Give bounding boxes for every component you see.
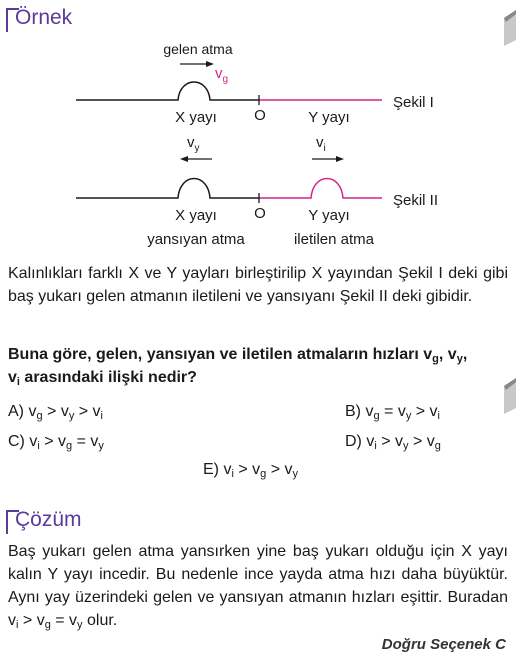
figure-1 bbox=[76, 41, 434, 126]
junction-label-1: O bbox=[254, 107, 266, 124]
figure-2 bbox=[76, 134, 438, 248]
option-c[interactable]: C) $v_i > v_g = v_y$ bbox=[8, 433, 104, 452]
spring-x-label-2: X yayı bbox=[175, 207, 217, 224]
option-e[interactable]: E) $v_i > v_g > v_y$ bbox=[203, 461, 298, 480]
spring-x-1 bbox=[76, 82, 259, 100]
spring-y-2 bbox=[259, 179, 382, 199]
vi-label: $v_i$ bbox=[316, 134, 326, 154]
corner-mark bbox=[6, 510, 19, 534]
vg-label-1: $v_g$ bbox=[215, 65, 229, 85]
problem-text: Kalınlıkları farklı X ve Y yayları birleştirilip X yayından Şekil I deki gibi baş yukarı gelen atmanın iletileni ve yansıyanı Şekil II deki gibidir. bbox=[8, 265, 508, 305]
spring-y-label-2: Y yayı bbox=[308, 207, 350, 224]
correct-answer: Doğru Seçenek C bbox=[381, 636, 506, 653]
option-b[interactable]: B) $v_g = v_y > v_i$ bbox=[345, 403, 440, 422]
figure-2-label: Şekil II bbox=[393, 192, 439, 209]
solution-text: Baş yukarı gelen atma yansırken yine baş yukarı olduğu için X yayı kalın Y yayı incedir. Bu nedenle ince yayda atma hızı daha büyüktür. Aynı yay üzerindeki gelen ve yansıyan atmanın hızları eşittir. Buradan $v_i > v_g = v_y$ olur. bbox=[8, 543, 508, 631]
spring-y-label-1: Y yayı bbox=[308, 109, 350, 126]
transmitted-pulse-label: iletilen atma bbox=[293, 231, 375, 248]
solution-result: $v_i > v_g = v_y$ bbox=[8, 612, 83, 631]
reflected-pulse-label: yansıyan atma bbox=[147, 231, 245, 248]
junction-label-2: O bbox=[254, 205, 266, 222]
incoming-pulse-label: gelen atma bbox=[163, 41, 233, 57]
figure-1-label: Şekil I bbox=[393, 94, 434, 111]
corner-mark bbox=[6, 8, 19, 32]
example-heading: Örnek bbox=[6, 6, 72, 30]
pencil-icon bbox=[498, 378, 516, 414]
spring-x-label-1: X yayı bbox=[175, 109, 217, 126]
question-text: Buna göre, gelen, yansıyan ve iletilen atmaların hızları $v_g$, $v_y$, $v_i$ arasındaki ilişki nedir? bbox=[8, 346, 468, 388]
solution-heading: Çözüm bbox=[6, 508, 82, 532]
option-a[interactable]: A) $v_g > v_y > v_i$ bbox=[8, 403, 103, 422]
vy-label: $v_y$ bbox=[187, 134, 200, 154]
spring-diagram bbox=[0, 38, 516, 288]
option-d[interactable]: D) $v_i > v_y > v_g$ bbox=[345, 433, 441, 452]
spring-x-2 bbox=[76, 179, 259, 199]
